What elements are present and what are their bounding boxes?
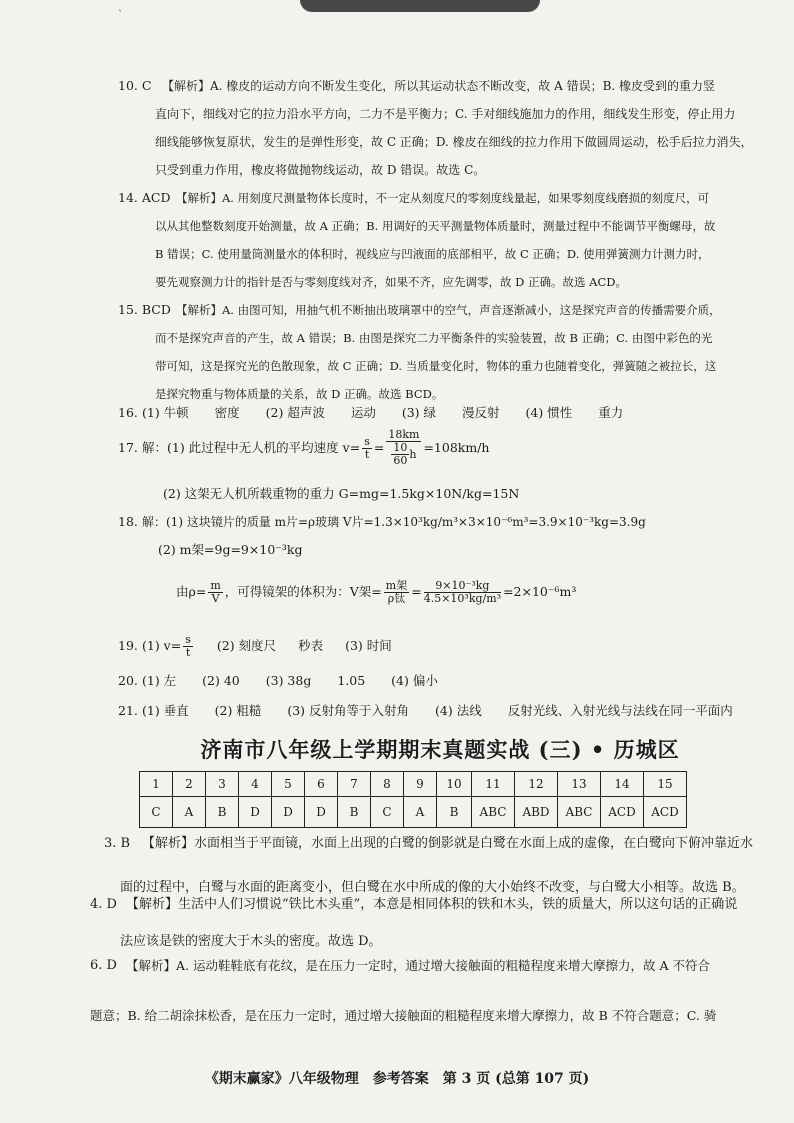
fraction-denominator — [386, 442, 421, 467]
table-cell: 9 — [404, 772, 437, 797]
analysis-line: 要先观察测力计的指针是否与零刻度线对齐，如果不齐，应先调零，故 D 正确。故选 ACD。 — [155, 275, 628, 289]
answer-number: 21. — [118, 703, 138, 718]
answer-item: (1) 牛顿 — [142, 405, 189, 420]
fraction-denominator: t — [185, 645, 191, 659]
table-cell: 6 — [305, 772, 338, 797]
answer-number: 3. B — [104, 836, 131, 851]
fraction-denominator: t — [364, 447, 370, 461]
formula-line — [176, 570, 576, 614]
fraction-numerator: 9×10⁻³kg — [424, 580, 501, 593]
table-cell: 14 — [601, 772, 644, 797]
answer-item: (3) 绿 — [401, 405, 437, 420]
table-cell: D — [305, 797, 338, 828]
answer-number: 4. D — [90, 897, 117, 912]
answer-item: (4) 法线 — [435, 703, 482, 718]
analysis-line: 【解析】A. 由图可知，用抽气机不断抽出玻璃罩中的空气，声音逐渐减小，这是探究声音的传播需要介质， — [176, 303, 721, 317]
table-cell: 8 — [371, 772, 404, 797]
unit: h — [409, 447, 417, 461]
formula-line: 解：(1) 这块镜片的质量 m片=ρ玻璃 V片=1.3×10³kg/m³×3×10⁻⁶m³=3.9×10⁻³kg=3.9g — [142, 515, 646, 529]
answer-items — [142, 703, 733, 719]
analysis-line: 【解析】A. 橡皮的运动方向不断发生变化，所以其运动状态不断改变，故 A 错误；B. 橡皮受到的重力竖 — [162, 79, 716, 93]
table-cell: ABC — [558, 797, 601, 828]
answer-number: 10. C — [118, 78, 152, 93]
fraction — [362, 436, 372, 461]
formula-line: (2) 这架无人机所载重物的重力 G=mg=1.5kg×10N/kg=15N — [163, 486, 520, 501]
scan-mark: ` — [118, 10, 123, 21]
formula-text: ，可得镜架的体积为：V架= — [224, 584, 382, 599]
fraction-numerator: s — [185, 632, 191, 646]
fraction — [386, 429, 421, 467]
answer-item: (3) 时间 — [345, 638, 392, 653]
analysis-line: 【解析】A. 用刻度尺测量物体长度时，不一定从刻度尺的零刻度线量起，如果零刻度线磨损的刻度尺，可 — [176, 191, 710, 205]
answer-item: (1) 左 — [142, 673, 177, 688]
answer-item: (2) 刻度尺 — [216, 638, 277, 653]
table-cell: C — [371, 797, 404, 828]
table-cell: D — [239, 797, 272, 828]
answer-number: 20. — [118, 673, 138, 688]
table-cell: B — [338, 797, 371, 828]
answer-number: 6. D — [90, 958, 117, 973]
answer-number: 14. ACD — [118, 190, 171, 205]
fraction — [384, 580, 409, 605]
analysis-line: 而不是探究声音的产生，故 A 错误；B. 由图是探究二力平衡条件的实验装置，故 B 正确；C. 由图中彩色的光 — [155, 331, 713, 345]
analysis-line: B 错误；C. 使用量筒测量水的体积时，视线应与凹液面的底部相平，故 C 正确；D. 使用弹簧测力计测力时， — [155, 247, 710, 261]
formula-text: 解：(1) 此过程中无人机的平均速度 v= — [142, 440, 361, 455]
fraction-numerator: m架 — [385, 578, 408, 592]
table-cell: 2 — [173, 772, 206, 797]
answer-item: (3) 反射角等于入射角 — [287, 703, 410, 718]
fraction-numerator: 18km — [388, 428, 420, 441]
analysis-line: 【解析】A. 运动鞋鞋底有花纹，是在压力一定时，通过增大接触面的粗糙程度来增大摩擦力，故 A 不符合 — [126, 958, 710, 973]
table-cell: 13 — [558, 772, 601, 797]
analysis-line: 只受到重力作用，橡皮将做抛物线运动，故 D 错误。故选 C。 — [155, 163, 486, 177]
answer-item: 反射光线、入射光线与法线在同一平面内 — [507, 703, 733, 718]
table-cell: 4 — [239, 772, 272, 797]
fraction-numerator: s — [364, 434, 370, 448]
answer-items — [142, 405, 623, 421]
answer-item: 漫反射 — [462, 405, 500, 420]
fraction — [424, 580, 501, 605]
answer-item: (4) 偏小 — [391, 673, 438, 688]
table-cell: B — [206, 797, 239, 828]
analysis-line: 【解析】生活中人们习惯说“铁比木头重”，本意是相同体积的铁和木头，铁的质量大，所以这句话的正确说 — [126, 897, 738, 912]
formula-text: 由ρ= — [176, 584, 207, 599]
formula-text: =2×10⁻⁶m³ — [503, 584, 577, 599]
answer-number: 18. — [118, 514, 138, 529]
answer-table — [139, 771, 687, 828]
table-cell: 7 — [338, 772, 371, 797]
formula-text: =108km/h — [423, 440, 490, 455]
answer-items — [142, 626, 392, 666]
table-cell: ABC — [472, 797, 515, 828]
analysis-line: 以从其他整数刻度开始测量，故 A 正确；B. 用调好的天平测量物体质量时，测量过程中不能调节平衡螺母，故 — [155, 219, 716, 233]
table-cell: 10 — [437, 772, 472, 797]
answer-item: 秒表 — [298, 638, 324, 653]
answer-item: (2) 粗糙 — [214, 703, 262, 718]
table-cell: 1 — [140, 772, 173, 797]
answer-item: (4) 惯性 — [525, 405, 573, 420]
answer-number: 17. — [118, 440, 138, 455]
analysis-line: 面的过程中，白鹭与水面的距离变小，但白鹭在水中所成的像的大小始终不改变，与白鹭大小相等。故选 B。 — [120, 880, 745, 895]
fraction-denominator: ρ钛 — [387, 591, 406, 605]
analysis-line: 细线能够恢复原状，发生的是弹性形变，故 C 正确；D. 橡皮在细线的拉力作用下做圆周运动，松手后拉力消失， — [155, 135, 753, 149]
analysis-line: 法应该是铁的密度大于木头的密度。故选 D。 — [120, 934, 382, 949]
table-row — [140, 772, 687, 797]
analysis-line: 带可知，这是探究光的色散现象，故 C 正确；D. 当质量变化时，物体的重力也随着变化，弹簧随之被拉长，这 — [155, 359, 717, 373]
page-footer: 《期末赢家》八年级物理 参考答案 第 3 页 (总第 107 页) — [204, 1071, 590, 1087]
answer-number: 15. BCD — [118, 302, 171, 317]
answer-items — [142, 673, 438, 689]
analysis-line: 直向下，细线对它的拉力沿水平方向，二力不是平衡力；C. 手对细线施加力的作用，细线发生形变，停止用力 — [155, 107, 736, 121]
fraction-denominator: 4.5×10³kg/m³ — [423, 591, 502, 605]
table-cell: ABD — [515, 797, 558, 828]
fraction — [183, 634, 193, 659]
answer-item: (3) 38g — [265, 673, 312, 688]
table-cell: A — [404, 797, 437, 828]
table-cell: 12 — [515, 772, 558, 797]
answer-number: 16. — [118, 405, 138, 420]
table-cell: C — [140, 797, 173, 828]
table-cell: 15 — [644, 772, 687, 797]
section-title: 济南市八年级上学期期末真题实战 (三) • 历城区 — [200, 737, 680, 762]
table-cell: ACD — [644, 797, 687, 828]
table-cell: 5 — [272, 772, 305, 797]
fraction — [391, 442, 409, 467]
table-cell: 11 — [472, 772, 515, 797]
scan-shadow — [300, 0, 540, 12]
analysis-line: 是探究物重与物体质量的关系，故 D 正确。故选 BCD。 — [155, 387, 444, 401]
formula-line: (2) m架=9g=9×10⁻³kg — [158, 542, 303, 557]
formula-line — [142, 420, 489, 476]
fraction-denominator: V — [211, 591, 220, 605]
answer-item: 密度 — [214, 405, 240, 420]
answer-item: (1) 垂直 — [142, 703, 189, 718]
table-cell: ACD — [601, 797, 644, 828]
table-cell: D — [272, 797, 305, 828]
answer-item: (2) 40 — [202, 673, 240, 688]
analysis-line: 【解析】水面相当于平面镜，水面上出现的白鹭的倒影就是白鹭在水面上成的虚像，在白鹭向下俯冲靠近水 — [142, 836, 754, 851]
table-cell: 3 — [206, 772, 239, 797]
fraction — [208, 580, 222, 605]
table-cell: A — [173, 797, 206, 828]
analysis-line: 题意；B. 给二胡涂抹松香，是在压力一定时，通过增大接触面的粗糙程度来增大摩擦力，故 B 不符合题意；C. 骑 — [90, 1008, 717, 1023]
formula-text: = — [411, 584, 422, 599]
answer-item: (2) 超声波 — [265, 405, 325, 420]
answer-number: 19. — [118, 638, 138, 653]
answer-item: (1) v= — [142, 638, 182, 653]
fraction-numerator: m — [210, 578, 221, 592]
fraction-numerator: 10 — [393, 441, 408, 454]
answer-item: 运动 — [350, 405, 376, 420]
answer-item: 重力 — [598, 405, 624, 420]
table-cell: B — [437, 797, 472, 828]
fraction-denominator: 60 — [393, 454, 408, 467]
table-row — [140, 797, 687, 828]
formula-text: = — [373, 440, 385, 455]
answer-item: 1.05 — [337, 673, 366, 688]
